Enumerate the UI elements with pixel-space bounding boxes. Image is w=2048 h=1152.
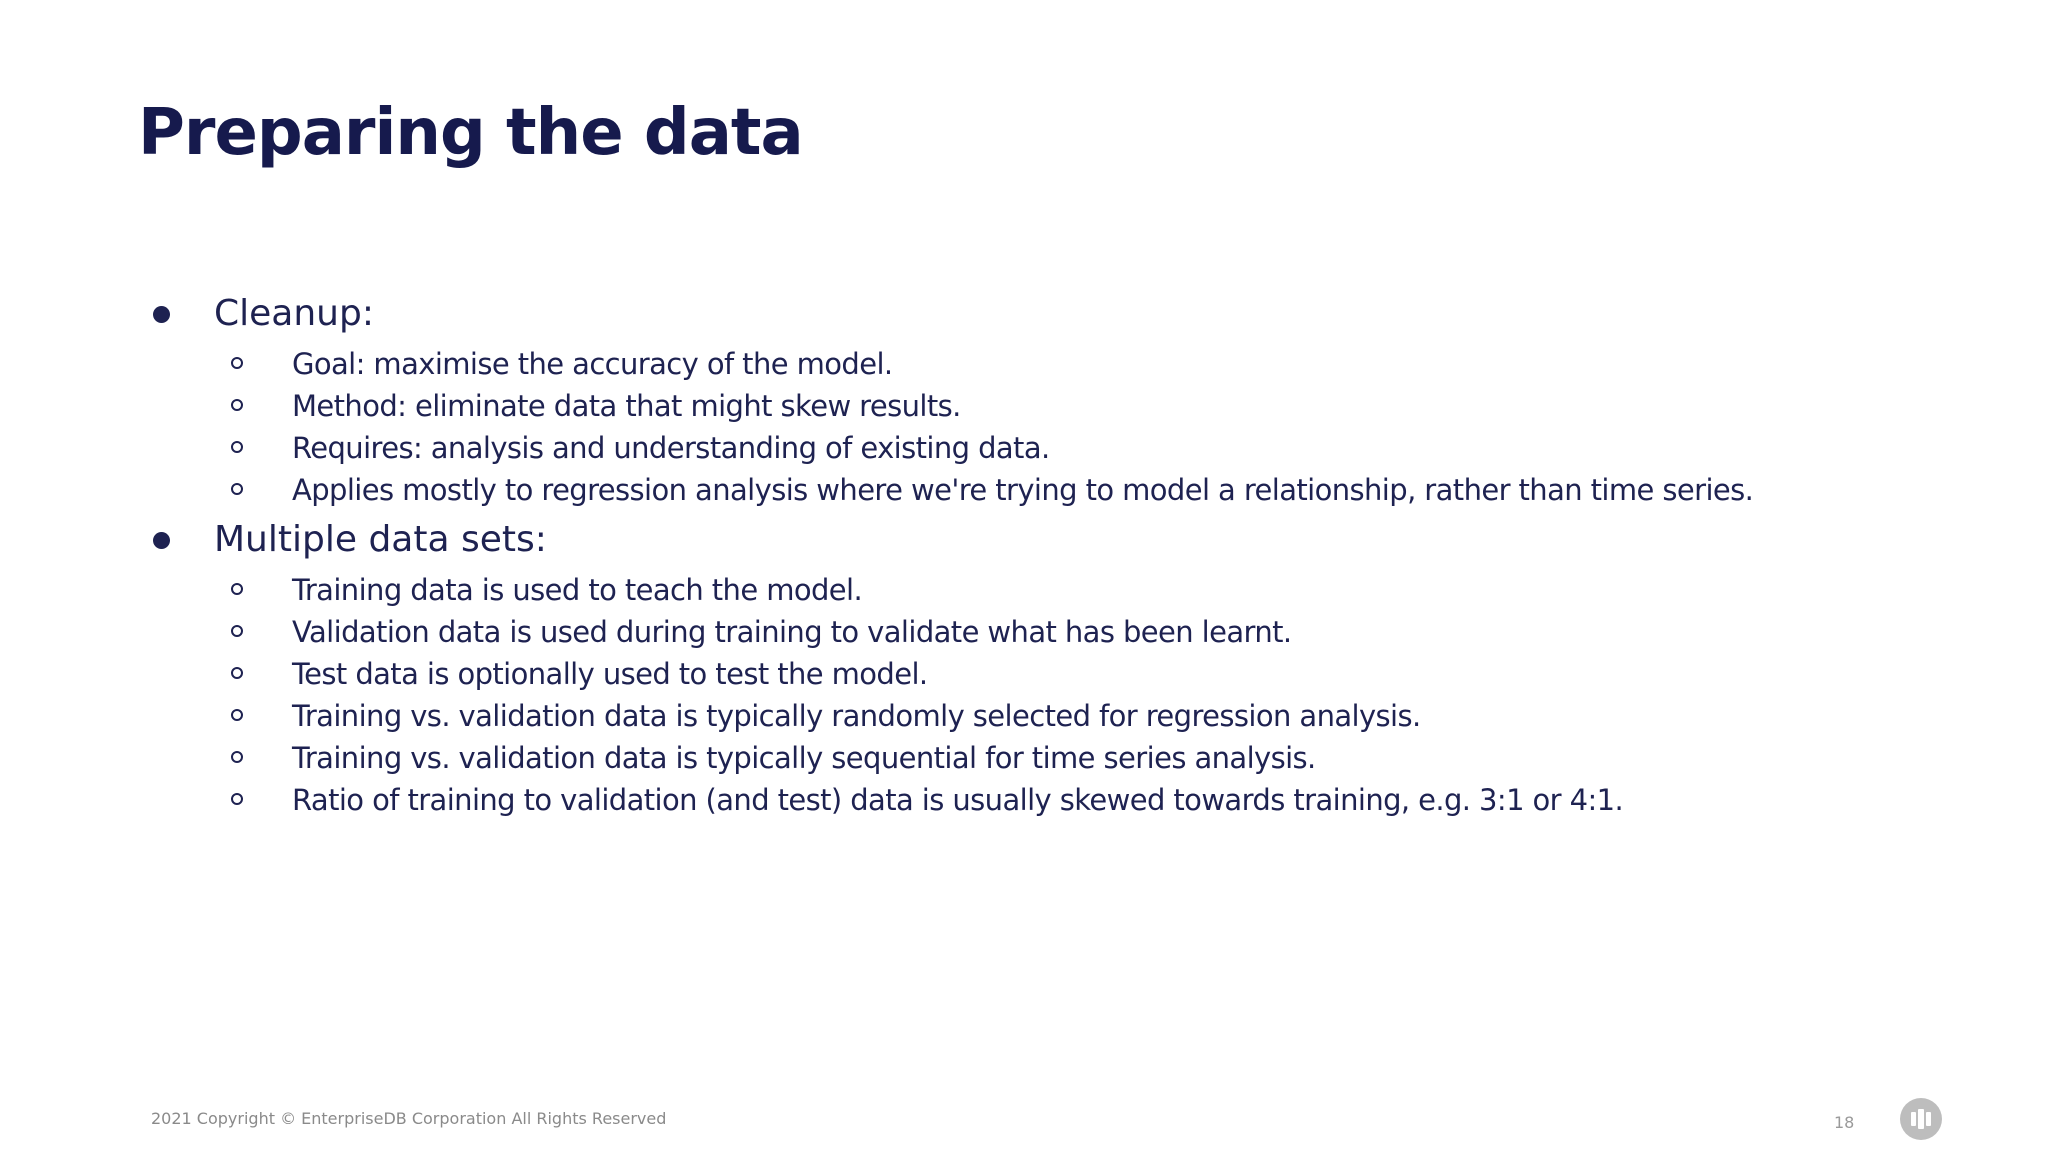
hollow-bullet-icon [231,483,243,495]
list-item-text: Ratio of training to validation (and test) data is usually skewed towards training, e.g. 3:1 or 4:1. [292,783,1624,817]
hollow-bullet-icon [231,399,243,411]
list-item-text: Goal: maximise the accuracy of the model. [292,347,893,381]
hollow-bullet-icon [231,709,243,721]
list-item-text: Method: eliminate data that might skew results. [292,389,961,423]
list-item-text: Validation data is used during training to validate what has been learnt. [292,615,1292,649]
list-item [214,611,1998,653]
list-item [214,469,1998,511]
list-item-text: Applies mostly to regression analysis where we're trying to model a relationship, rather than time series. [292,473,1754,507]
list-item-text: Training data is used to teach the model. [292,573,863,607]
hollow-bullet-icon [231,667,243,679]
sub-bullet-list [214,569,1998,821]
list-item [214,653,1998,695]
list-item-text: Training vs. validation data is typically sequential for time series analysis. [292,741,1316,775]
slide-content [138,285,1998,821]
filled-bullet-icon [153,532,170,549]
list-item [214,343,1998,385]
bullet-section-cleanup [138,285,1998,511]
hollow-bullet-icon [231,441,243,453]
sub-bullet-list [214,343,1998,511]
list-item [214,779,1998,821]
page-number: 18 [1834,1113,1855,1132]
list-item [214,695,1998,737]
hollow-bullet-icon [231,751,243,763]
list-item [214,737,1998,779]
filled-bullet-icon [153,306,170,323]
section-heading: Cleanup: [214,293,374,334]
footer-copyright: 2021 Copyright © EnterpriseDB Corporation All Rights Reserved [151,1109,667,1128]
list-item [214,427,1998,469]
hollow-bullet-icon [231,793,243,805]
list-item [214,569,1998,611]
list-item-text: Requires: analysis and understanding of existing data. [292,431,1050,465]
list-item-text: Test data is optionally used to test the model. [292,657,928,691]
edb-logo-icon [1900,1098,1942,1140]
slide-title: Preparing the data [138,96,803,170]
list-item [214,385,1998,427]
hollow-bullet-icon [231,625,243,637]
section-heading: Multiple data sets: [214,519,547,560]
hollow-bullet-icon [231,583,243,595]
bullet-section-multiple-data-sets [138,511,1998,821]
hollow-bullet-icon [231,357,243,369]
bullet-list [138,285,1998,821]
list-item-text: Training vs. validation data is typically randomly selected for regression analysis. [292,699,1421,733]
